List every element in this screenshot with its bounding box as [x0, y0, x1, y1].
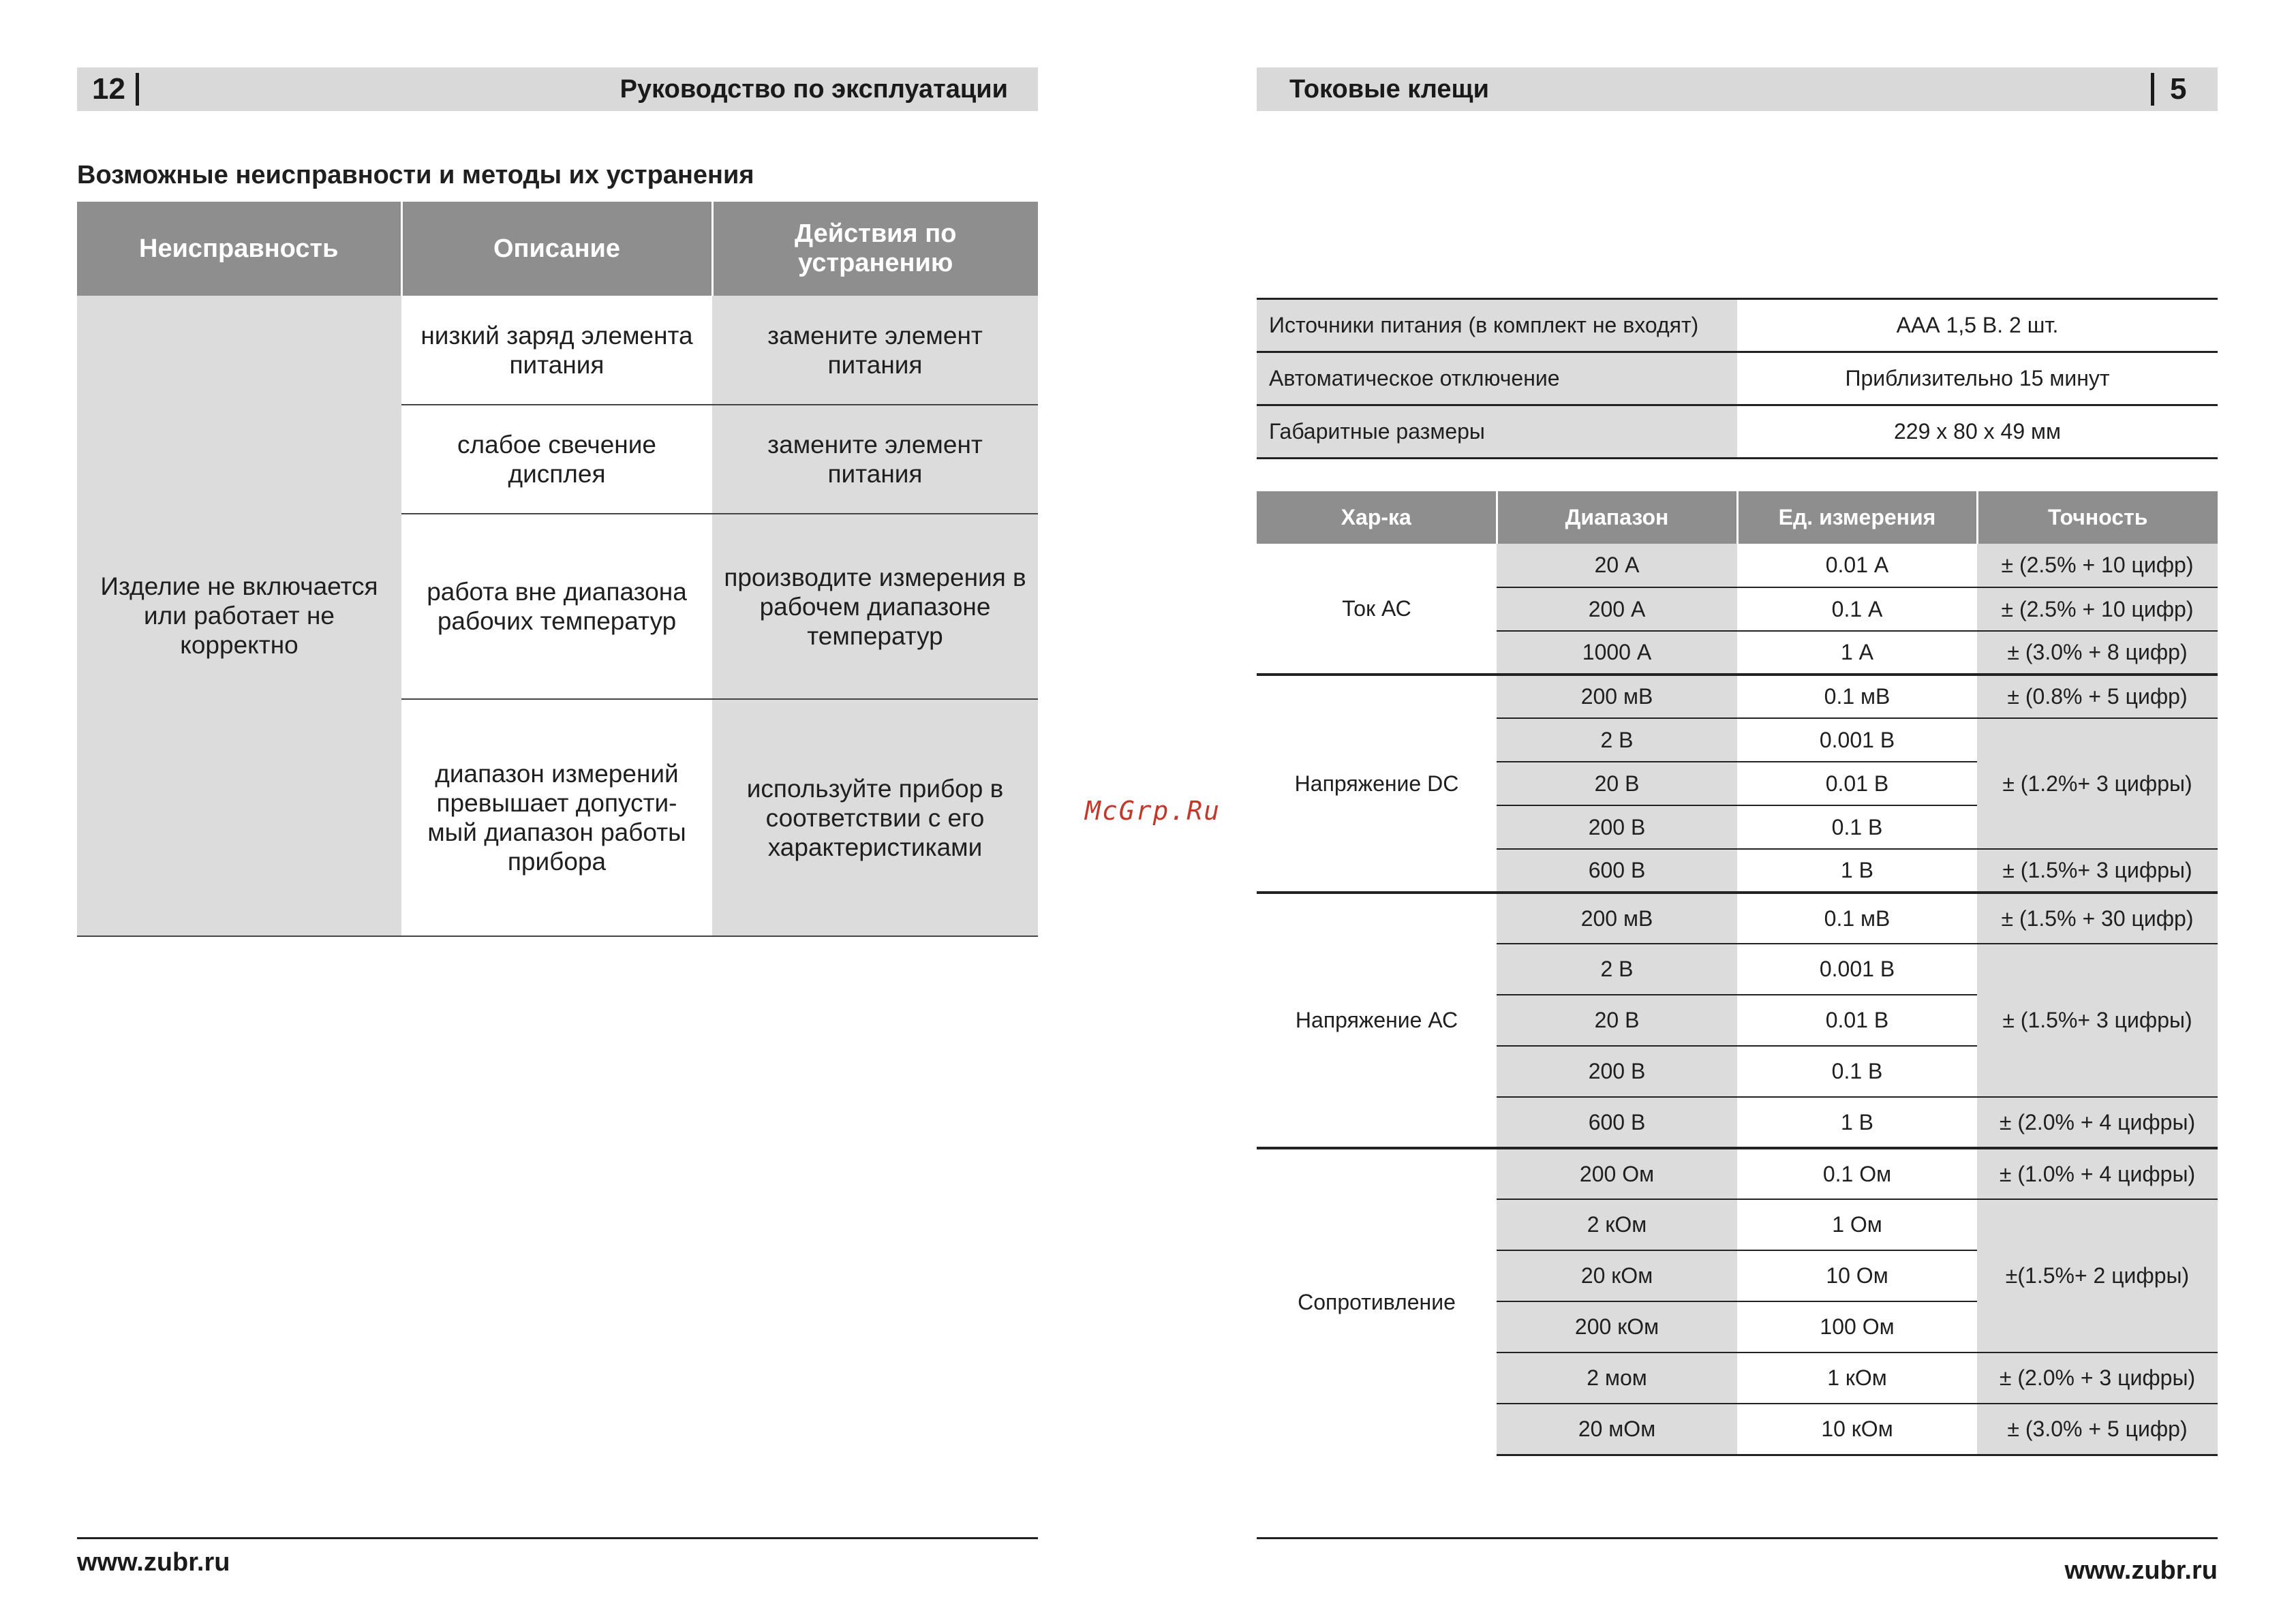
measurement-specs-table — [1257, 491, 2218, 1456]
range-cell: 20 А — [1497, 544, 1737, 587]
accuracy-cell: ± (2.5% + 10 цифр) — [1977, 587, 2218, 631]
action-cell: используйте прибор в соответствии с его характеристиками — [712, 699, 1038, 936]
unit-cell: 10 кОм — [1737, 1404, 1977, 1455]
unit-cell: 0.01 А — [1737, 544, 1977, 587]
unit-cell: 1 Ом — [1737, 1199, 1977, 1250]
range-cell: 20 мОм — [1497, 1404, 1737, 1455]
table-row — [1257, 299, 2218, 352]
spec-label: Источники питания (в комплект не входят) — [1257, 299, 1737, 352]
unit-cell: 1 кОм — [1737, 1352, 1977, 1404]
column-header: Ед. измерения — [1737, 491, 1977, 544]
accuracy-cell: ± (3.0% + 5 цифр) — [1977, 1404, 2218, 1455]
section-title: Возможные неисправности и методы их устранения — [77, 161, 754, 189]
range-cell: 200 кОм — [1497, 1301, 1737, 1352]
range-cell: 2 кОм — [1497, 1199, 1737, 1250]
description-cell: работа вне диапазона рабочих температур — [401, 514, 712, 699]
header-separator — [136, 73, 139, 106]
unit-cell: 0.1 В — [1737, 1046, 1977, 1097]
unit-cell: 0.001 В — [1737, 944, 1977, 995]
range-cell: 200 мВ — [1497, 893, 1737, 944]
unit-cell: 0.1 А — [1737, 587, 1977, 631]
footer-rule — [1257, 1537, 2218, 1539]
unit-cell: 0.1 мВ — [1737, 675, 1977, 718]
unit-cell: 0.1 мВ — [1737, 893, 1977, 944]
accuracy-cell: ± (1.2%+ 3 цифры) — [1977, 718, 2218, 849]
range-cell: 2 В — [1497, 944, 1737, 995]
characteristic-cell: Сопротивление — [1257, 1148, 1497, 1455]
action-cell: замените элемент питания — [712, 296, 1038, 405]
range-cell: 20 кОм — [1497, 1250, 1737, 1301]
range-cell: 200 мВ — [1497, 675, 1737, 718]
troubleshooting-table — [77, 202, 1038, 937]
fault-cell: Изделие не включается или работает не корректно — [77, 296, 401, 936]
unit-cell: 1 В — [1737, 1097, 1977, 1148]
range-cell: 200 Ом — [1497, 1148, 1737, 1199]
table-row — [1257, 893, 2218, 944]
accuracy-cell: ± (1.0% + 4 цифры) — [1977, 1148, 2218, 1199]
footer-website: www.zubr.ru — [77, 1548, 230, 1577]
action-cell: замените элемент питания — [712, 405, 1038, 514]
accuracy-cell: ± (1.5% + 30 цифр) — [1977, 893, 2218, 944]
footer-rule — [77, 1537, 1038, 1539]
accuracy-cell: ± (2.0% + 4 цифры) — [1977, 1097, 2218, 1148]
description-cell: диапазон измерений превышает допусти-мый диапазон работы прибора — [401, 699, 712, 936]
accuracy-cell: ± (0.8% + 5 цифр) — [1977, 675, 2218, 718]
table-header-row — [1257, 491, 2218, 544]
table-row — [1257, 1148, 2218, 1199]
accuracy-cell: ±(1.5%+ 2 цифры) — [1977, 1199, 2218, 1352]
range-cell: 2 В — [1497, 718, 1737, 762]
unit-cell: 0.1 В — [1737, 805, 1977, 849]
column-header: Хар-ка — [1257, 491, 1497, 544]
characteristic-cell: Ток АС — [1257, 544, 1497, 675]
range-cell: 200 В — [1497, 1046, 1737, 1097]
general-specs-table — [1257, 298, 2218, 459]
spec-label: Автоматическое отключение — [1257, 352, 1737, 405]
right-header-bar — [1257, 67, 2218, 111]
column-header: Диапазон — [1497, 491, 1737, 544]
accuracy-cell: ± (1.5%+ 3 цифры) — [1977, 849, 2218, 893]
characteristic-cell: Напряжение АС — [1257, 893, 1497, 1148]
column-header: Действия по устранению — [712, 202, 1038, 296]
column-header: Неисправность — [77, 202, 401, 296]
table-row — [77, 296, 1038, 405]
left-header-bar — [77, 67, 1038, 111]
range-cell: 1000 А — [1497, 631, 1737, 675]
table-row — [1257, 352, 2218, 405]
characteristic-cell: Напряжение DC — [1257, 675, 1497, 893]
range-cell: 200 А — [1497, 587, 1737, 631]
spec-value: ААА 1,5 В. 2 шт. — [1737, 299, 2218, 352]
unit-cell: 0.001 В — [1737, 718, 1977, 762]
column-header: Точность — [1977, 491, 2218, 544]
action-cell: производите измерения в рабочем диапазоне температур — [712, 514, 1038, 699]
header-title: Токовые клещи — [1289, 75, 1489, 104]
page-number: 12 — [92, 72, 125, 106]
unit-cell: 1 А — [1737, 631, 1977, 675]
unit-cell: 1 В — [1737, 849, 1977, 893]
range-cell: 2 мом — [1497, 1352, 1737, 1404]
spec-value: 229 х 80 х 49 мм — [1737, 405, 2218, 459]
header-title: Руководство по эксплуатации — [619, 75, 1008, 104]
description-cell: слабое свечение дисплея — [401, 405, 712, 514]
accuracy-cell: ± (2.0% + 3 цифры) — [1977, 1352, 2218, 1404]
spec-label: Габаритные размеры — [1257, 405, 1737, 459]
accuracy-cell: ± (2.5% + 10 цифр) — [1977, 544, 2218, 587]
unit-cell: 0.1 Ом — [1737, 1148, 1977, 1199]
watermark: McGrp.Ru — [1085, 796, 1221, 826]
unit-cell: 0.01 В — [1737, 762, 1977, 805]
range-cell: 20 В — [1497, 995, 1737, 1046]
range-cell: 600 В — [1497, 1097, 1737, 1148]
footer-website: www.zubr.ru — [2064, 1556, 2218, 1585]
header-separator — [2151, 73, 2154, 106]
accuracy-cell: ± (1.5%+ 3 цифры) — [1977, 944, 2218, 1097]
range-cell: 200 В — [1497, 805, 1737, 849]
table-header-row — [77, 202, 1038, 296]
table-row — [1257, 675, 2218, 718]
spec-value: Приблизительно 15 минут — [1737, 352, 2218, 405]
page-number: 5 — [2170, 72, 2187, 106]
range-cell: 600 В — [1497, 849, 1737, 893]
range-cell: 20 В — [1497, 762, 1737, 805]
table-row — [1257, 544, 2218, 587]
description-cell: низкий заряд элемента питания — [401, 296, 712, 405]
unit-cell: 0.01 В — [1737, 995, 1977, 1046]
unit-cell: 10 Ом — [1737, 1250, 1977, 1301]
accuracy-cell: ± (3.0% + 8 цифр) — [1977, 631, 2218, 675]
table-row — [1257, 405, 2218, 459]
unit-cell: 100 Ом — [1737, 1301, 1977, 1352]
column-header: Описание — [401, 202, 712, 296]
